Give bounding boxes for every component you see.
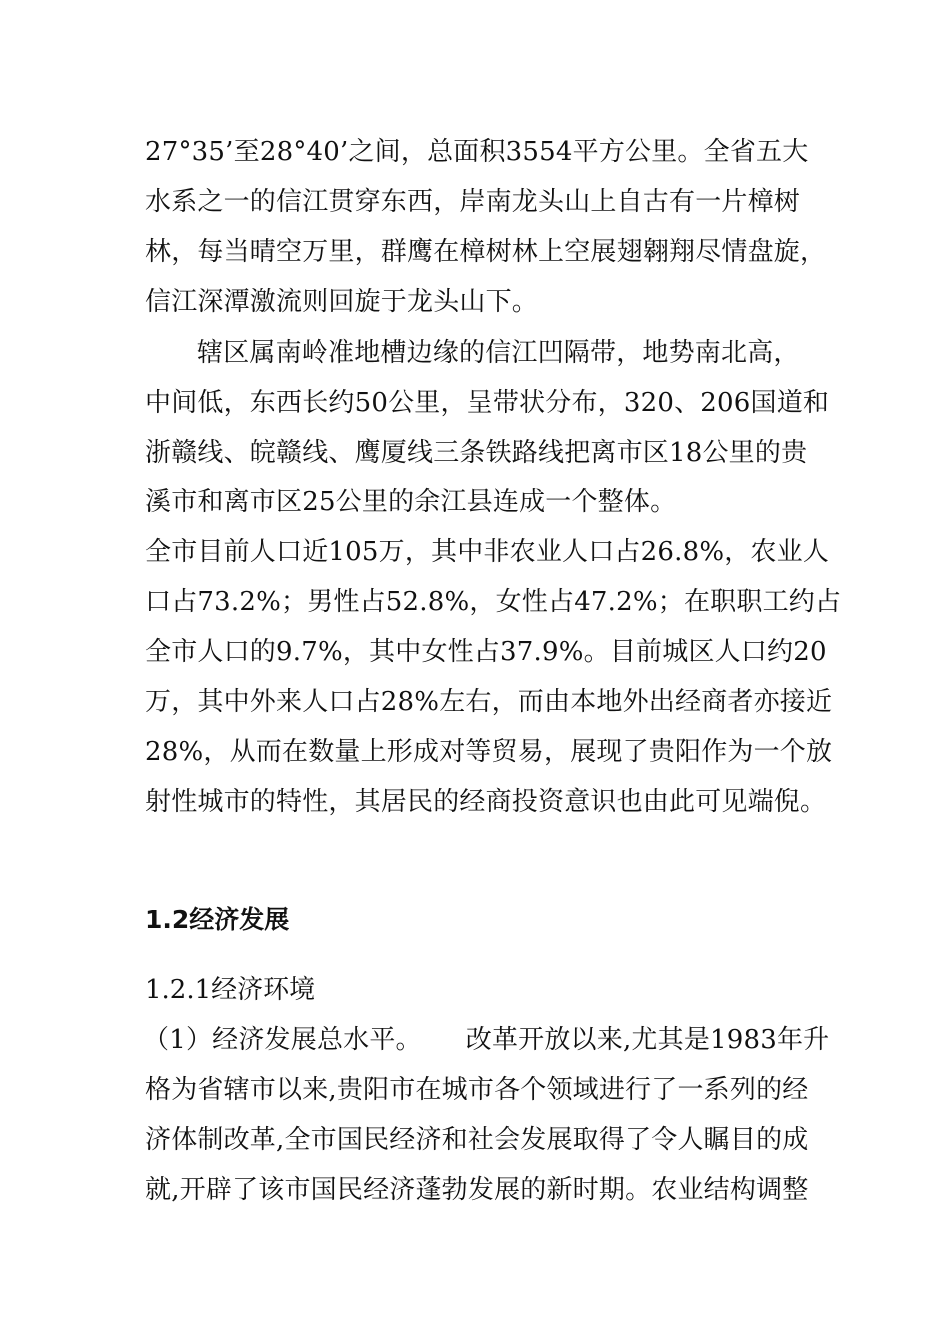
- text-line: 济体制改革,全市国民经济和社会发展取得了令人瞩目的成: [145, 1125, 809, 1155]
- text-line: 射性城市的特性，其居民的经商投资意识也由此可见端倪。: [145, 787, 827, 817]
- text-line: 中间低，东西长约50公里，呈带状分布，320、206国道和: [145, 388, 830, 418]
- text-line: 全市人口的9.7%，其中女性占37.9%。目前城区人口约20: [145, 637, 827, 667]
- subsection-heading: 1.2.1经济环境: [145, 975, 316, 1005]
- text-line: 27°35’至28°40’之间，总面积3554平方公里。全省五大: [145, 137, 809, 167]
- paragraph-lead: （1）经济发展总水平。: [143, 1025, 422, 1055]
- text-line: 信江深潭激流则回旋于龙头山下。: [145, 287, 539, 317]
- text-line: 水系之一的信江贯穿东西，岸南龙头山上自古有一片樟树: [145, 187, 801, 217]
- text-line: 口占73.2%；男性占52.8%，女性占47.2%；在职职工约占: [145, 587, 842, 617]
- text-line: 就,开辟了该市国民经济蓬勃发展的新时期。农业结构调整: [145, 1175, 809, 1205]
- text-line: 辖区属南岭准地槽边缘的信江凹隔带，地势南北高，: [197, 338, 800, 368]
- section-heading: 1.2经济发展: [145, 905, 290, 934]
- text-line: 格为省辖市以来,贵阳市在城市各个领域进行了一系列的经: [145, 1075, 809, 1105]
- text-line: 林，每当晴空万里，群鹰在樟树林上空展翅翱翔尽情盘旋，: [145, 237, 827, 267]
- text-line: 28%，从而在数量上形成对等贸易，展现了贵阳作为一个放: [145, 737, 833, 767]
- text-line: 溪市和离市区25公里的余江县连成一个整体。: [145, 487, 677, 517]
- text-line: 全市目前人口近105万，其中非农业人口占26.8%，农业人: [145, 537, 830, 567]
- text-line: 浙赣线、皖赣线、鹰厦线三条铁路线把离市区18公里的贵: [145, 438, 808, 468]
- paragraph-lead-rest: 改革开放以来,尤其是1983年升: [465, 1025, 830, 1055]
- text-line: [143, 1020, 829, 1060]
- text-line: 万，其中外来人口占28%左右，而由本地外出经商者亦接近: [145, 687, 833, 717]
